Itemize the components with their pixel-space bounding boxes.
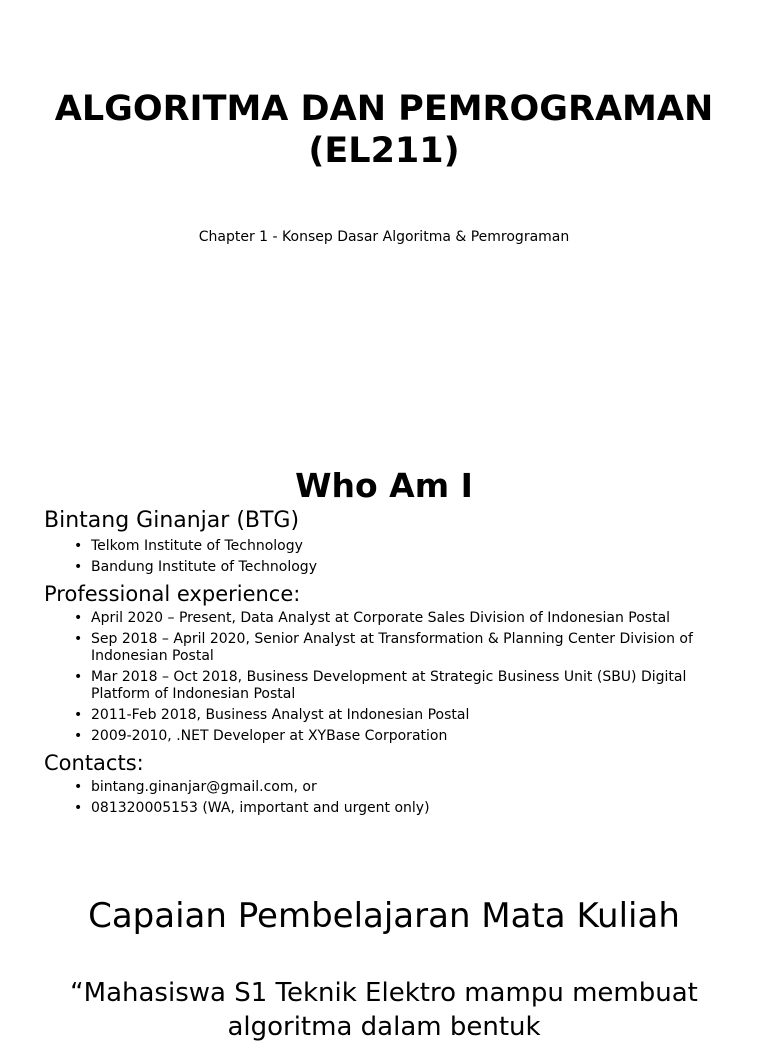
bullet-icon: • (74, 669, 83, 685)
course-title: ALGORITMA DAN PEMROGRAMAN (EL211) (54, 89, 714, 171)
slide-who-am-i (0, 440, 768, 860)
contact-email: bintang.ginanjar@gmail.com, or (91, 779, 317, 795)
contact-phone: 081320005153 (WA, important and urgent only) (91, 800, 430, 816)
list-item-text: Sep 2018 – April 2020, Senior Analyst at Transformation & Planning Center Division of Indonesian Postal (91, 631, 693, 664)
bullet-icon: • (74, 559, 83, 575)
chapter-subtitle: Chapter 1 - Konsep Dasar Algoritma & Pemrograman (198, 229, 570, 245)
list-item (44, 538, 724, 555)
list-item (44, 800, 724, 817)
bullet-icon: • (74, 800, 83, 816)
list-item-text: 2011-Feb 2018, Business Analyst at Indonesian Postal (91, 707, 470, 723)
bullet-icon: • (74, 538, 83, 554)
list-item (44, 631, 724, 665)
list-item-text: Telkom Institute of Technology (91, 538, 303, 554)
contacts-heading: Contacts: (44, 751, 144, 775)
name-heading: Bintang Ginanjar (BTG) (44, 508, 300, 533)
experience-list (44, 610, 724, 745)
list-item-text: April 2020 – Present, Data Analyst at Corporate Sales Division of Indonesian Postal (91, 610, 671, 626)
bullet-icon: • (74, 728, 83, 744)
list-item (44, 707, 724, 724)
list-item (44, 610, 724, 627)
list-item-text: Mar 2018 – Oct 2018, Business Development at Strategic Business Unit (SBU) Digital Platform of Indonesian Postal (91, 669, 687, 702)
slide-heading: Who Am I (295, 466, 473, 505)
list-item (44, 779, 724, 796)
list-item (44, 559, 724, 576)
list-item (44, 669, 724, 703)
experience-heading: Professional experience: (44, 582, 301, 606)
slide-learning-outcomes (0, 860, 768, 1042)
slide-title (0, 0, 768, 440)
bullet-icon: • (74, 707, 83, 723)
list-item (44, 728, 724, 745)
slide-heading: Capaian Pembelajaran Mata Kuliah (88, 896, 680, 936)
bio-content (44, 506, 724, 821)
bullet-icon: • (74, 610, 83, 626)
education-list (44, 538, 724, 576)
bullet-icon: • (74, 631, 83, 647)
outcome-quote: “Mahasiswa S1 Teknik Elektro mampu membuat algoritma dalam bentuk (70, 978, 698, 1042)
list-item-text: Bandung Institute of Technology (91, 559, 317, 575)
list-item-text: 2009-2010, .NET Developer at XYBase Corporation (91, 728, 448, 744)
contacts-list (44, 779, 724, 817)
bullet-icon: • (74, 779, 83, 795)
